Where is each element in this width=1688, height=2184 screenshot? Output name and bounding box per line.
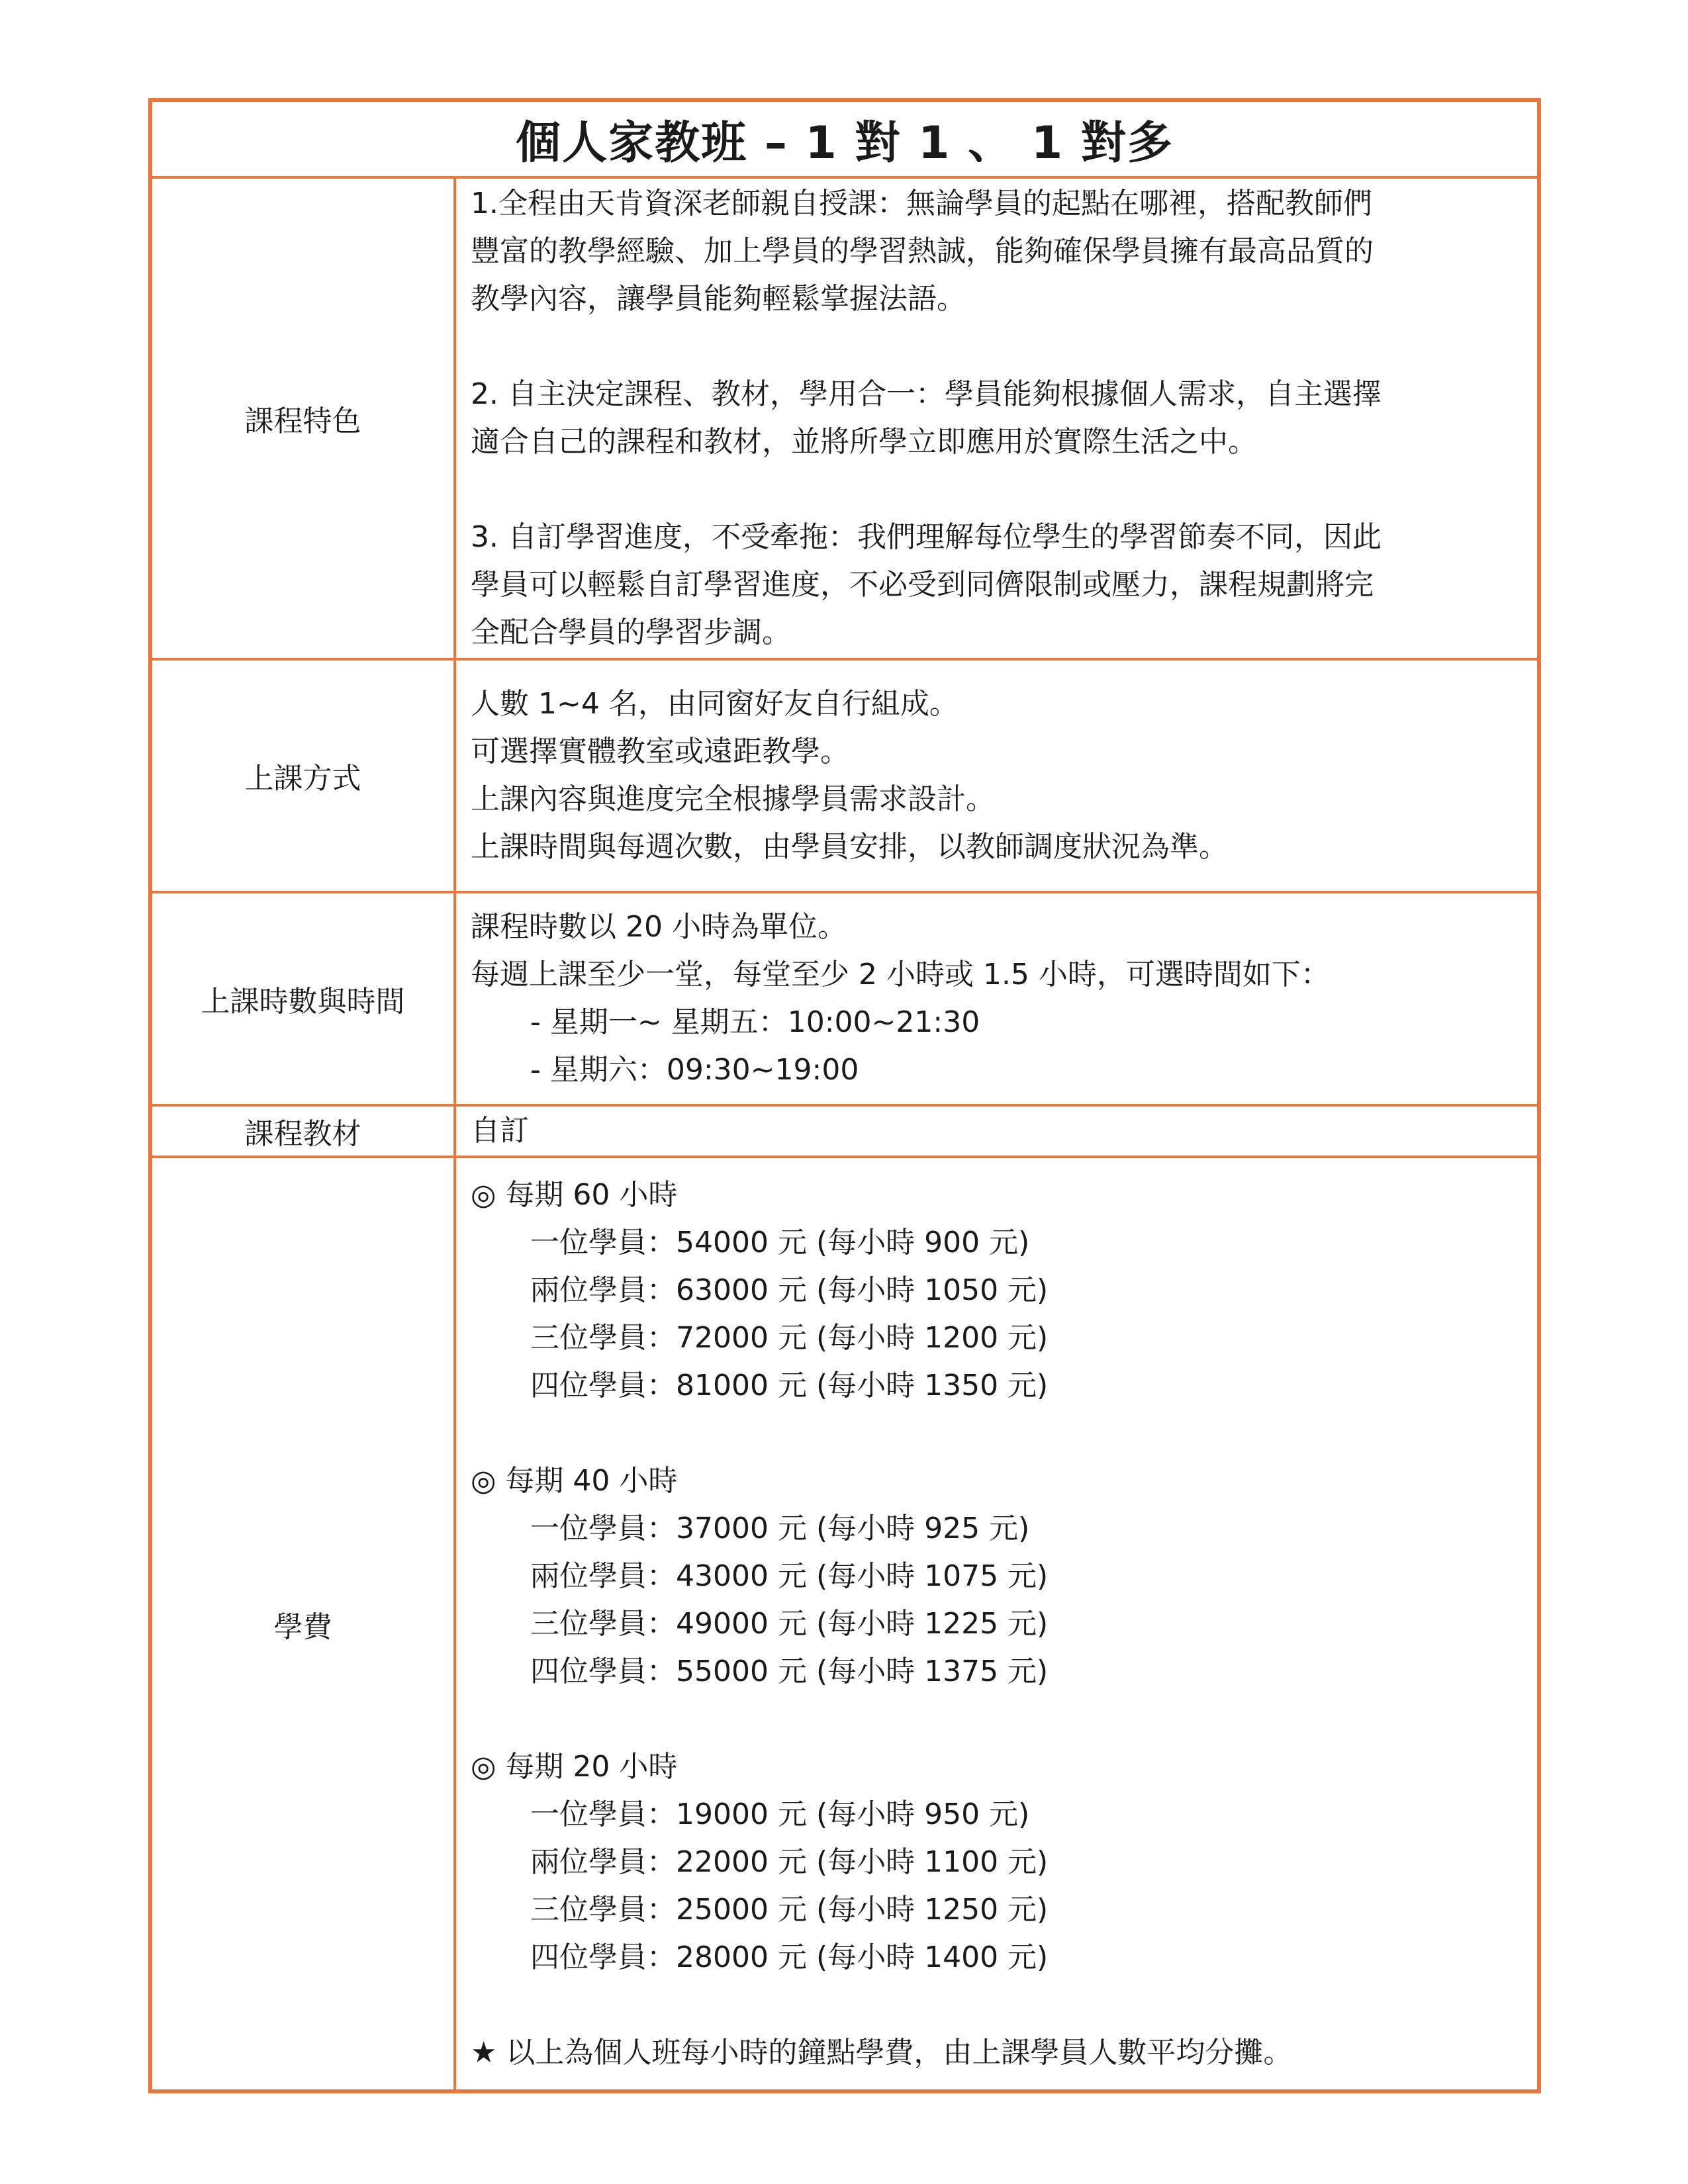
page-title: 個人家教班 – 1 對 1 、 1 對多 bbox=[150, 100, 1539, 177]
row-label-tuition: 學費 bbox=[150, 1157, 455, 2091]
feature-2-line: 適合自己的課程和教材，並將所學立即應用於實際生活之中。 bbox=[471, 425, 1257, 459]
spacer bbox=[471, 1410, 1537, 1457]
feature-1-line: 1.全程由天肯資深老師親自授課：無論學員的起點在哪裡，搭配教師們 bbox=[471, 187, 1372, 220]
row-course-features bbox=[150, 177, 1539, 659]
row-course-material bbox=[150, 1105, 1539, 1157]
row-class-method bbox=[150, 659, 1539, 892]
plan-item: 兩位學員：43000 元 (每小時 1075 元) bbox=[530, 1559, 1049, 1593]
plan-item: 一位學員：54000 元 (每小時 900 元) bbox=[530, 1225, 1030, 1259]
row-label-class-method: 上課方式 bbox=[150, 659, 455, 892]
plan-heading: ◎ 每期 60 小時 bbox=[471, 1177, 678, 1212]
method-line: 上課時間與每週次數，由學員安排，以教師調度狀況為準。 bbox=[471, 830, 1228, 864]
method-line: 人數 1~4 名，由同窗好友自行組成。 bbox=[471, 687, 959, 721]
class-hours-content bbox=[455, 892, 1539, 1105]
plan-item: 一位學員：19000 元 (每小時 950 元) bbox=[530, 1797, 1030, 1831]
course-features-content bbox=[455, 177, 1539, 659]
spacer bbox=[471, 1981, 1537, 2029]
row-label-course-features: 課程特色 bbox=[150, 177, 455, 659]
tuition-note: ★ 以上為個人班每小時的鐘點學費，由上課學員人數平均分攤。 bbox=[471, 2035, 1293, 2070]
schedule-line: - 星期六：09:30~19:00 bbox=[530, 1053, 859, 1087]
row-tuition bbox=[150, 1157, 1539, 2091]
plan-heading: ◎ 每期 20 小時 bbox=[471, 1749, 678, 1784]
plan-item: 四位學員：28000 元 (每小時 1400 元) bbox=[530, 1940, 1049, 1974]
feature-3-line: 3. 自訂學習進度，不受牽拖：我們理解每位學生的學習節奏不同，因此 bbox=[471, 520, 1382, 554]
spacer bbox=[471, 323, 1537, 371]
plan-item: 兩位學員：63000 元 (每小時 1050 元) bbox=[530, 1273, 1049, 1307]
schedule-line: - 星期一~ 星期五：10:00~21:30 bbox=[530, 1005, 980, 1039]
row-class-hours bbox=[150, 892, 1539, 1105]
spacer bbox=[471, 466, 1537, 514]
hours-line: 每週上課至少一堂，每堂至少 2 小時或 1.5 小時，可選時間如下： bbox=[471, 958, 1330, 991]
spacer bbox=[471, 1696, 1537, 1743]
course-info-table bbox=[148, 98, 1541, 2093]
plan-item: 四位學員：81000 元 (每小時 1350 元) bbox=[530, 1368, 1049, 1402]
class-method-content bbox=[455, 659, 1539, 892]
plan-heading: ◎ 每期 40 小時 bbox=[471, 1463, 678, 1498]
row-label-course-material: 課程教材 bbox=[150, 1105, 455, 1157]
hours-line: 課程時數以 20 小時為單位。 bbox=[471, 910, 847, 944]
feature-3-line: 學員可以輕鬆自訂學習進度，不必受到同儕限制或壓力，課程規劃將完 bbox=[471, 568, 1374, 602]
feature-2-line: 2. 自主決定課程、教材，學用合一：學員能夠根據個人需求，自主選擇 bbox=[471, 377, 1382, 411]
feature-1-line: 教學內容，讓學員能夠輕鬆掌握法語。 bbox=[471, 282, 966, 316]
plan-item: 兩位學員：22000 元 (每小時 1100 元) bbox=[530, 1844, 1049, 1879]
plan-item: 三位學員：25000 元 (每小時 1250 元) bbox=[530, 1892, 1049, 1927]
plan-item: 三位學員：49000 元 (每小時 1225 元) bbox=[530, 1606, 1049, 1641]
feature-3-line: 全配合學員的學習步調。 bbox=[471, 615, 791, 649]
method-line: 可選擇實體教室或遠距教學。 bbox=[471, 735, 849, 768]
feature-1-line: 豐富的教學經驗、加上學員的學習熱誠，能夠確保學員擁有最高品質的 bbox=[471, 234, 1374, 268]
plan-item: 四位學員：55000 元 (每小時 1375 元) bbox=[530, 1654, 1049, 1688]
course-material-value: 自訂 bbox=[455, 1105, 1539, 1157]
tuition-content bbox=[455, 1157, 1539, 2091]
plan-item: 一位學員：37000 元 (每小時 925 元) bbox=[530, 1511, 1030, 1545]
plan-item: 三位學員：72000 元 (每小時 1200 元) bbox=[530, 1320, 1049, 1355]
row-label-class-hours: 上課時數與時間 bbox=[150, 892, 455, 1105]
method-line: 上課內容與進度完全根據學員需求設計。 bbox=[471, 782, 995, 816]
